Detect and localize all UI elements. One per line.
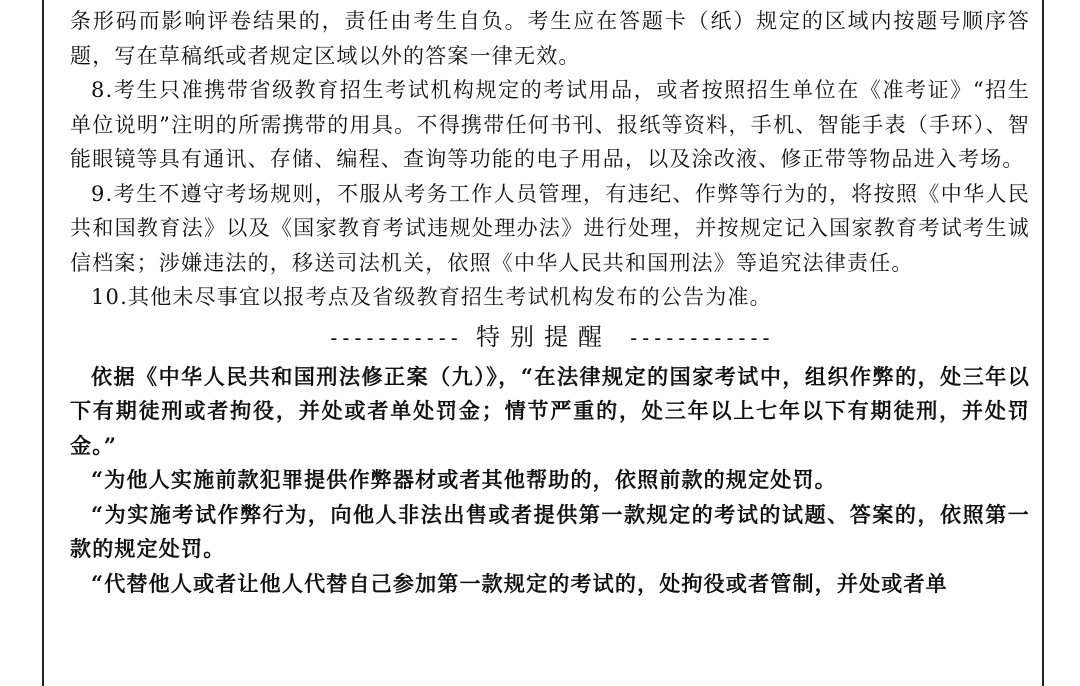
special-paragraph-2: “为他人实施前款犯罪提供作弊器材或者其他帮助的，依照前款的规定处罚。 [91, 467, 837, 492]
special-reminder-heading [70, 315, 1030, 360]
special-paragraph-1: 依据《中华人民共和国刑法修正案（九）》，“在法律规定的国家考试中，组织作弊的，处三年以下有期徒刑或者拘役，并处或者单处罚金；情节严重的，处三年以上七年以下有期徒刑，并处罚金。” [70, 363, 1030, 458]
rule-8: 8.考生只准携带省级教育招生考试机构规定的考试用品，或者按照招生单位在《准考证》“招生单位说明”注明的所需携带的用具。不得携带任何书刊、报纸等资料，手机、智能手表（手环）、智能眼镜等具有通讯、存储、编程、查询等功能的电子用品，以及涂改液、修正带等物品进入考场。 [70, 78, 1030, 171]
special-paragraph-3: “为实施考试作弊行为，向他人非法出售或者提供第一款规定的考试的试题、答案的，依照第一款的规定处罚。 [70, 501, 1030, 561]
divider-right-dashes: ------------ [627, 325, 773, 350]
divider-left-dashes: ----------- [327, 325, 461, 350]
special-reminder-section [70, 360, 1030, 602]
special-paragraph-4: “代替他人或者让他人代替自己参加第一款规定的考试的，处拘役或者管制，并处或者单 [91, 570, 948, 596]
rule-9: 9.考生不遵守考场规则，不服从考务工作人员管理，有违纪、作弊等行为的，将按照《中华人民共和国教育法》以及《国家教育考试违规处理办法》进行处理，并按规定记入国家教育考试考生诚信档案；涉嫌违法的，移送司法机关，依照《中华人民共和国刑法》等追究法律责任。 [70, 181, 1030, 275]
document-body [70, 4, 1030, 601]
special-reminder-title: 特别提醒 [475, 322, 612, 351]
rule-10: 10.其他未尽事宜以报考点及省级教育招生考试机构发布的公告为准。 [91, 285, 772, 309]
rule-7-continuation: 条形码而影响评卷结果的，责任由考生自负。考生应在答题卡（纸）规定的区域内按题号顺序答题，写在草稿纸或者规定区域以外的答案一律无效。 [70, 9, 1030, 68]
